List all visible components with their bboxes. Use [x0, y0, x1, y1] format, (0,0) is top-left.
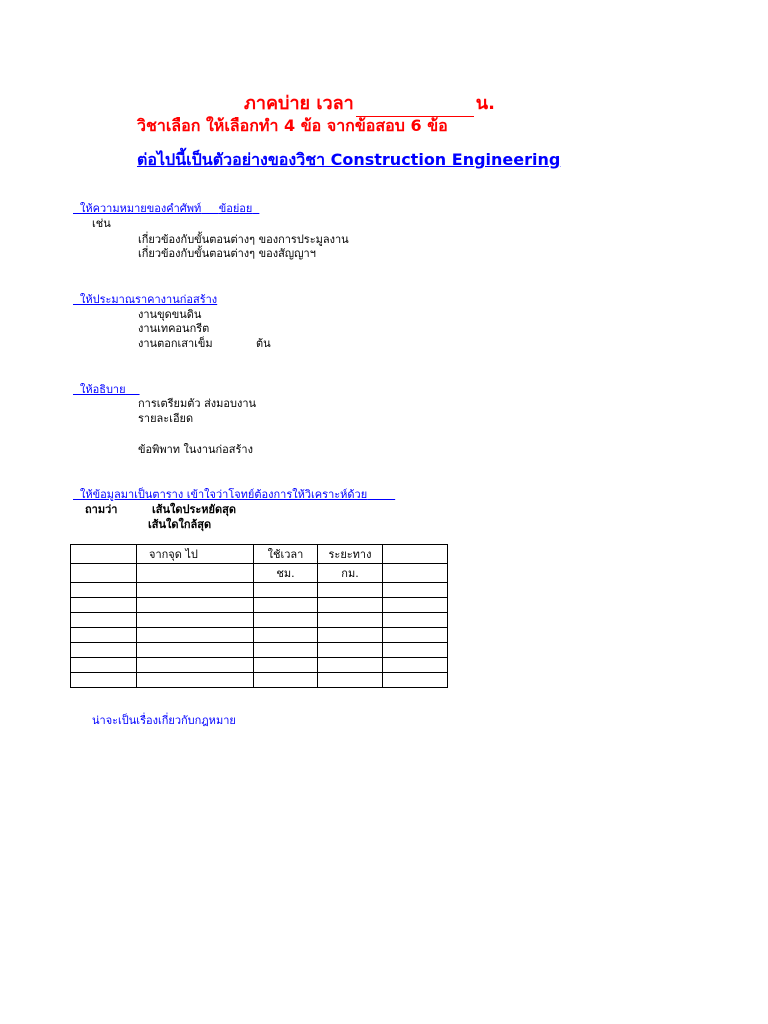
section2-heading: ให้ประมาณราคางานก่อสร้าง [80, 293, 218, 306]
section2-item-2: งานเทคอนกรีต [138, 322, 210, 335]
table-cell [137, 564, 254, 583]
section4-heading: ให้ข้อมูลมาเป็นตาราง เข้าใจว่าโจทย์ต้องการให้วิเคราะห์ด้วย [80, 488, 368, 501]
table-row [71, 658, 448, 673]
table-cell [71, 545, 137, 564]
section2-unit: ต้น [256, 337, 271, 350]
title-unit: น. [475, 93, 495, 114]
title-line3: ต่อไปนี้เป็นตัวอย่างของวิชา Construction Engineering [137, 150, 561, 169]
table-cell [71, 564, 137, 583]
table-row [71, 628, 448, 643]
section1-heading-extra: ข้อย่อย [218, 202, 253, 215]
section3-item-1: การเตรียมตัว ส่งมอบงาน [138, 397, 257, 410]
table-row [71, 545, 448, 564]
table-row [71, 564, 448, 583]
title-line2: วิชาเลือก ให้เลือกทำ 4 ข้อ จากข้อสอบ 6 ข้อ [137, 116, 448, 135]
table-row [71, 673, 448, 688]
section2-item-1: งานขุดขนดิน [138, 308, 202, 321]
table-cell [383, 564, 448, 583]
title-session: ภาคบ่าย เวลา [244, 93, 354, 114]
section3-item-3: ข้อพิพาท ในงานก่อสร้าง [138, 443, 253, 456]
ask-label: ถามว่า [85, 503, 118, 516]
table-cell [383, 545, 448, 564]
table-row [71, 583, 448, 598]
section1-example-label: เช่น [92, 217, 111, 230]
section2-item-3: งานตอกเสาเข็ม [138, 337, 213, 350]
table-cell-distance: ระยะทาง [318, 545, 383, 564]
ask-cheapest: เส้นใดประหยัดสุด [152, 503, 237, 516]
table-row [71, 613, 448, 628]
table-row [71, 643, 448, 658]
section3-heading: ให้อธิบาย [80, 383, 126, 396]
table-cell-hours-unit: ชม. [254, 564, 318, 583]
table-cell-km-unit: กม. [318, 564, 383, 583]
section1-heading: ให้ความหมายของคำศัพท์ ข้อย่อย [80, 202, 253, 215]
section1-item-1: เกี่ยวข้องกับขั้นตอนต่างๆ ของการประมูลงาน [138, 233, 349, 246]
title-line1 [244, 88, 495, 117]
table-cell-time: ใช้เวลา [254, 545, 318, 564]
route-table [70, 544, 448, 688]
section1-item-2: เกี่ยวข้องกับขั้นตอนต่างๆ ของสัญญาฯ [138, 247, 316, 260]
footer-note: น่าจะเป็นเรื่องเกี่ยวกับกฎหมาย [92, 714, 236, 727]
ask-shortest: เส้นใดใกล้สุด [148, 518, 212, 531]
section3-item-2: รายละเอียด [138, 412, 194, 425]
table-row [71, 598, 448, 613]
table-cell-from-to: จากจุด ไป [137, 545, 254, 564]
